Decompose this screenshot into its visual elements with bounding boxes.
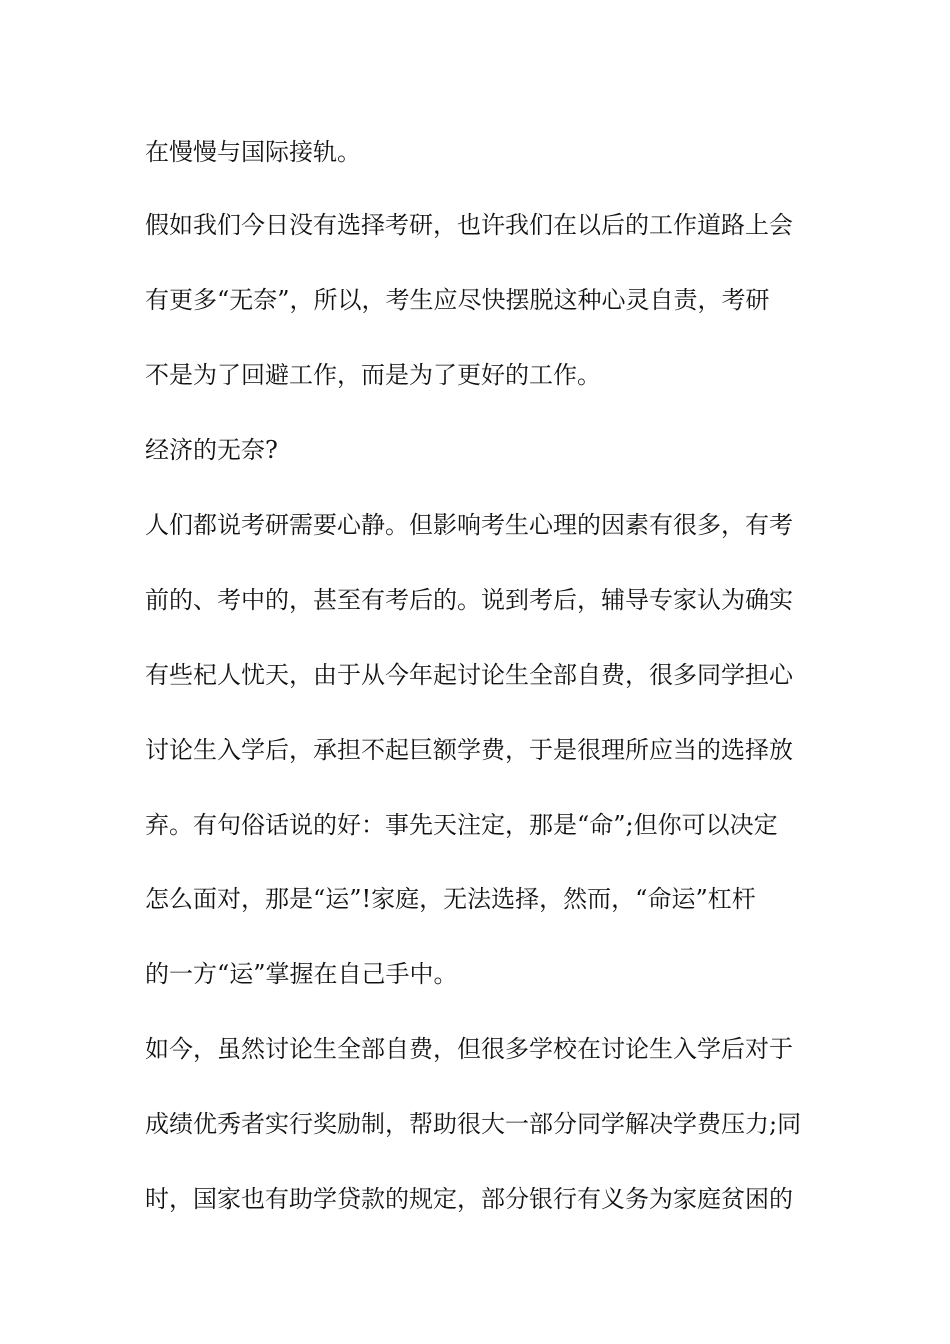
text-line-9: 讨论生入学后，承担不起巨额学费，于是很理所应当的选择放 <box>145 736 793 764</box>
text-line-4: 不是为了回避工作，而是为了更好的工作。 <box>145 361 601 389</box>
text-line-5: 经济的无奈? <box>145 436 278 464</box>
text-line-15: 时，国家也有助学贷款的规定，部分银行有义务为家庭贫困的 <box>145 1185 793 1213</box>
text-line-12: 的一方“运”掌握在自己手中。 <box>145 960 458 988</box>
text-line-13: 如今，虽然讨论生全部自费，但很多学校在讨论生入学后对于 <box>145 1035 793 1063</box>
text-line-11: 怎么面对，那是“运”!家庭，无法选择，然而，“命运”杠杆 <box>145 885 756 913</box>
text-line-14: 成绩优秀者实行奖励制，帮助很大一部分同学解决学费压力;同 <box>145 1110 802 1138</box>
text-line-8: 有些杞人忧天，由于从今年起讨论生全部自费，很多同学担心 <box>145 661 793 689</box>
text-line-1: 在慢慢与国际接轨。 <box>145 138 361 166</box>
text-line-3: 有更多“无奈”，所以，考生应尽快摆脱这种心灵自责，考研 <box>145 286 770 314</box>
text-line-7: 前的、考中的，甚至有考后的。说到考后，辅导专家认为确实 <box>145 586 793 614</box>
text-line-6: 人们都说考研需要心静。但影响考生心理的因素有很多，有考 <box>145 511 793 539</box>
text-line-10: 弃。有句俗话说的好：事先天注定，那是“命”;但你可以决定 <box>145 811 778 839</box>
text-line-2: 假如我们今日没有选择考研，也许我们在以后的工作道路上会 <box>145 211 793 239</box>
